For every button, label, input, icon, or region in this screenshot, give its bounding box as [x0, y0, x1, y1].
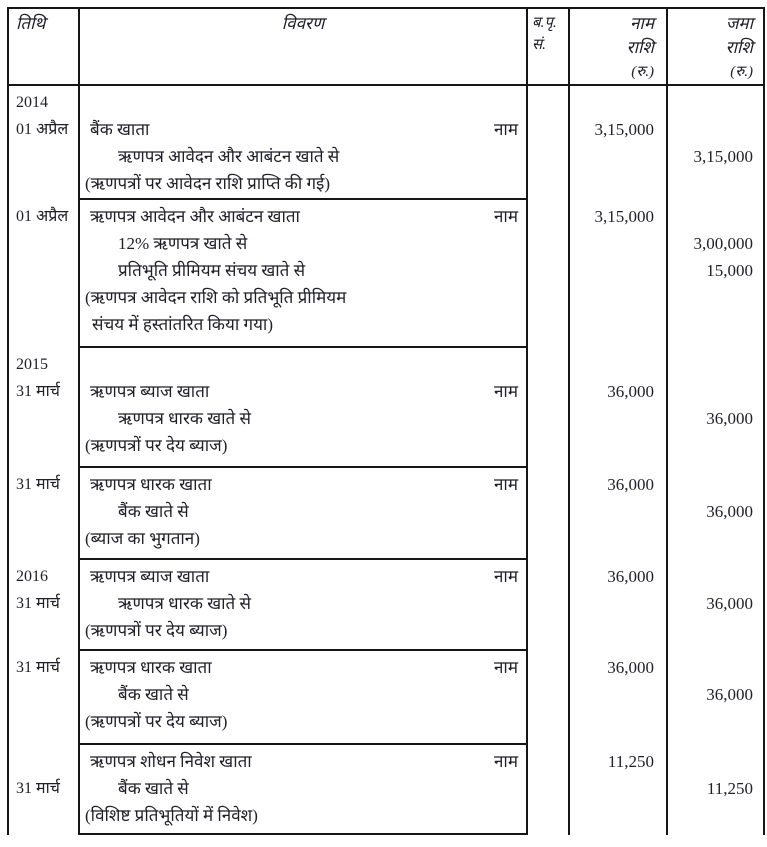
debit-amount	[570, 590, 654, 617]
entry-date-cell	[9, 745, 80, 835]
account-name: ऋणपत्र आवेदन और आबंटन खाता	[90, 207, 300, 226]
entry-particulars-cell	[80, 468, 528, 560]
debit-amount	[570, 284, 654, 311]
credit-amount	[668, 203, 753, 230]
journal-body	[9, 86, 763, 835]
date-text: 2014	[16, 94, 48, 111]
credit-account-line: बैंक खाते से	[118, 502, 189, 521]
debit-amount	[570, 170, 654, 197]
journal-entry	[9, 560, 763, 651]
narration-line: (ब्याज का भुगतान)	[85, 529, 200, 548]
date-text	[16, 681, 76, 708]
debit-amount	[570, 708, 654, 735]
entry-particulars-cell	[80, 348, 528, 468]
entry-credit-cell	[668, 651, 763, 745]
debit-marker: नाम	[493, 658, 518, 677]
narration-line: (ऋणपत्रों पर आवेदन राशि प्राप्ति की गई)	[85, 174, 331, 193]
date-text: 2016	[16, 568, 48, 585]
entry-debit-cell	[570, 560, 668, 651]
debit-amount	[570, 351, 654, 378]
debit-amount: 36,000	[607, 658, 654, 677]
debit-amount	[570, 802, 654, 829]
entry-lf-cell	[528, 468, 570, 560]
date-text	[16, 170, 76, 197]
date-text	[16, 617, 76, 644]
debit-marker: नाम	[493, 382, 518, 401]
debit-amount	[570, 432, 654, 459]
debit-amount	[570, 230, 654, 257]
credit-account-line: बैंक खाते से	[118, 779, 189, 798]
narration-line: (विशिष्ट प्रतिभूतियों में निवेश)	[85, 806, 258, 825]
debit-amount	[570, 143, 654, 170]
journal-entry	[9, 86, 763, 200]
header-lf-column	[528, 9, 570, 84]
account-line	[80, 203, 526, 230]
debit-amount: 3,15,000	[594, 207, 654, 226]
account-name: ऋणपत्र धारक खाता	[90, 658, 212, 677]
debit-marker: नाम	[493, 567, 518, 586]
account-name: बैंक खाता	[90, 120, 150, 139]
debit-amount: 11,250	[607, 752, 654, 771]
credit-account-line: ऋणपत्र धारक खाते से	[118, 594, 251, 613]
entry-debit-cell	[570, 200, 668, 348]
header-lf-line1: ब.पृ.	[532, 15, 557, 31]
debit-marker: नाम	[493, 207, 518, 226]
date-text	[16, 748, 76, 775]
entry-lf-cell	[528, 348, 570, 468]
entry-particulars-cell	[80, 651, 528, 745]
credit-amount	[668, 654, 753, 681]
credit-amount	[668, 311, 753, 338]
entry-particulars-cell	[80, 560, 528, 651]
date-text: 31 मार्च	[16, 780, 60, 797]
debit-amount	[570, 498, 654, 525]
credit-amount	[668, 89, 753, 116]
debit-amount: 36,000	[607, 567, 654, 586]
debit-amount	[570, 775, 654, 802]
entry-credit-cell	[668, 560, 763, 651]
header-credit-column	[668, 9, 763, 84]
debit-marker: नाम	[493, 752, 518, 771]
entry-debit-cell	[570, 86, 668, 200]
debit-amount	[570, 525, 654, 552]
credit-amount	[668, 351, 753, 378]
header-debit-column	[570, 9, 668, 84]
blank-line	[80, 351, 526, 378]
journal-entry	[9, 468, 763, 560]
debit-amount	[570, 311, 654, 338]
account-line	[80, 748, 526, 775]
entry-lf-cell	[528, 745, 570, 835]
entry-credit-cell	[668, 86, 763, 200]
credit-amount: 36,000	[706, 502, 753, 521]
debit-amount	[570, 617, 654, 644]
account-name: ऋणपत्र धारक खाता	[90, 475, 212, 494]
narration-line: (ऋणपत्रों पर देय ब्याज)	[85, 712, 228, 731]
credit-amount	[668, 378, 753, 405]
date-text: 31 मार्च	[16, 383, 60, 400]
date-text: 31 मार्च	[16, 476, 60, 493]
entry-particulars-cell	[80, 86, 528, 200]
header-credit-line2: राशि	[725, 38, 753, 57]
credit-account-line: ऋणपत्र आवेदन और आबंटन खाते से	[118, 147, 340, 166]
credit-account-line: प्रतिभूति प्रीमियम संचय खाते से	[118, 261, 306, 280]
credit-amount: 36,000	[706, 594, 753, 613]
credit-amount: 3,00,000	[693, 234, 753, 253]
entry-particulars-cell	[80, 745, 528, 835]
entry-debit-cell	[570, 468, 668, 560]
debit-marker: नाम	[493, 120, 518, 139]
debit-amount	[570, 257, 654, 284]
date-text	[16, 525, 76, 552]
credit-amount	[668, 802, 753, 829]
credit-amount	[668, 170, 753, 197]
credit-account-line: 12% ऋणपत्र खाते से	[118, 234, 248, 253]
date-text: 01 अप्रैल	[16, 121, 69, 138]
date-text: 2015	[16, 356, 48, 373]
header-lf-line2: सं.	[532, 37, 546, 53]
entry-lf-cell	[528, 86, 570, 200]
date-text	[16, 257, 76, 284]
credit-amount	[668, 432, 753, 459]
credit-amount	[668, 617, 753, 644]
account-line	[80, 654, 526, 681]
blank-line	[80, 89, 526, 116]
entry-date-cell	[9, 348, 80, 468]
credit-amount	[668, 284, 753, 311]
entry-lf-cell	[528, 560, 570, 651]
date-text	[16, 284, 76, 311]
journal-entry	[9, 348, 763, 468]
entry-particulars-cell	[80, 200, 528, 348]
date-text	[16, 802, 76, 829]
debit-amount: 3,15,000	[594, 120, 654, 139]
date-text: 01 अप्रैल	[16, 208, 69, 225]
date-text	[16, 498, 76, 525]
narration-line: (ऋणपत्रों पर देय ब्याज)	[85, 436, 228, 455]
header-debit-line1: नाम	[629, 14, 654, 33]
credit-account-line: ऋणपत्र धारक खाते से	[118, 409, 251, 428]
credit-amount	[668, 563, 753, 590]
narration-line: (ऋणपत्रों पर देय ब्याज)	[85, 621, 228, 640]
date-text	[16, 405, 76, 432]
header-date-column: तिथि	[9, 9, 80, 84]
entry-debit-cell	[570, 348, 668, 468]
account-line	[80, 471, 526, 498]
entry-lf-cell	[528, 651, 570, 745]
entry-date-cell	[9, 651, 80, 745]
header-debit-line2: राशि	[626, 38, 654, 57]
credit-amount	[668, 748, 753, 775]
entry-date-cell	[9, 468, 80, 560]
header-credit-unit: (रु.)	[730, 64, 753, 80]
header-debit-unit: (रु.)	[631, 64, 654, 80]
journal-header-row	[9, 9, 763, 86]
entry-credit-cell	[668, 200, 763, 348]
credit-amount	[668, 116, 753, 143]
account-line	[80, 116, 526, 143]
journal-entry	[9, 745, 763, 835]
narration-line: (ऋणपत्र आवेदन राशि को प्रतिभूति प्रीमियम	[85, 288, 347, 307]
journal-entry	[9, 200, 763, 348]
account-name: ऋणपत्र ब्याज खाता	[90, 382, 210, 401]
debit-amount: 36,000	[607, 382, 654, 401]
journal-table	[7, 7, 765, 835]
header-credit-line1: जमा	[725, 14, 753, 33]
account-line	[80, 378, 526, 405]
header-particulars-column: विवरण	[80, 9, 528, 84]
debit-amount	[570, 89, 654, 116]
credit-amount	[668, 708, 753, 735]
date-text: 31 मार्च	[16, 659, 60, 676]
date-text	[16, 311, 76, 338]
account-name: ऋणपत्र शोधन निवेश खाता	[90, 752, 252, 771]
date-text	[16, 143, 76, 170]
debit-amount	[570, 681, 654, 708]
credit-amount: 36,000	[706, 685, 753, 704]
debit-amount	[570, 405, 654, 432]
entry-date-cell	[9, 560, 80, 651]
credit-amount: 36,000	[706, 409, 753, 428]
credit-amount	[668, 525, 753, 552]
entry-credit-cell	[668, 348, 763, 468]
date-text	[16, 432, 76, 459]
journal-entry	[9, 651, 763, 745]
narration-continuation-line: संचय में हस्तांतरित किया गया)	[92, 315, 273, 334]
entry-date-cell	[9, 86, 80, 200]
entry-credit-cell	[668, 745, 763, 835]
entry-debit-cell	[570, 651, 668, 745]
credit-amount: 3,15,000	[693, 147, 753, 166]
date-text	[16, 230, 76, 257]
credit-amount: 11,250	[706, 779, 753, 798]
entry-debit-cell	[570, 745, 668, 835]
credit-account-line: बैंक खाते से	[118, 685, 189, 704]
debit-marker: नाम	[493, 475, 518, 494]
entry-date-cell	[9, 200, 80, 348]
account-name: ऋणपत्र ब्याज खाता	[90, 567, 210, 586]
credit-amount	[668, 471, 753, 498]
debit-amount: 36,000	[607, 475, 654, 494]
credit-amount: 15,000	[706, 261, 753, 280]
account-line	[80, 563, 526, 590]
entry-credit-cell	[668, 468, 763, 560]
date-text	[16, 708, 76, 735]
date-text: 31 मार्च	[16, 595, 60, 612]
entry-lf-cell	[528, 200, 570, 348]
